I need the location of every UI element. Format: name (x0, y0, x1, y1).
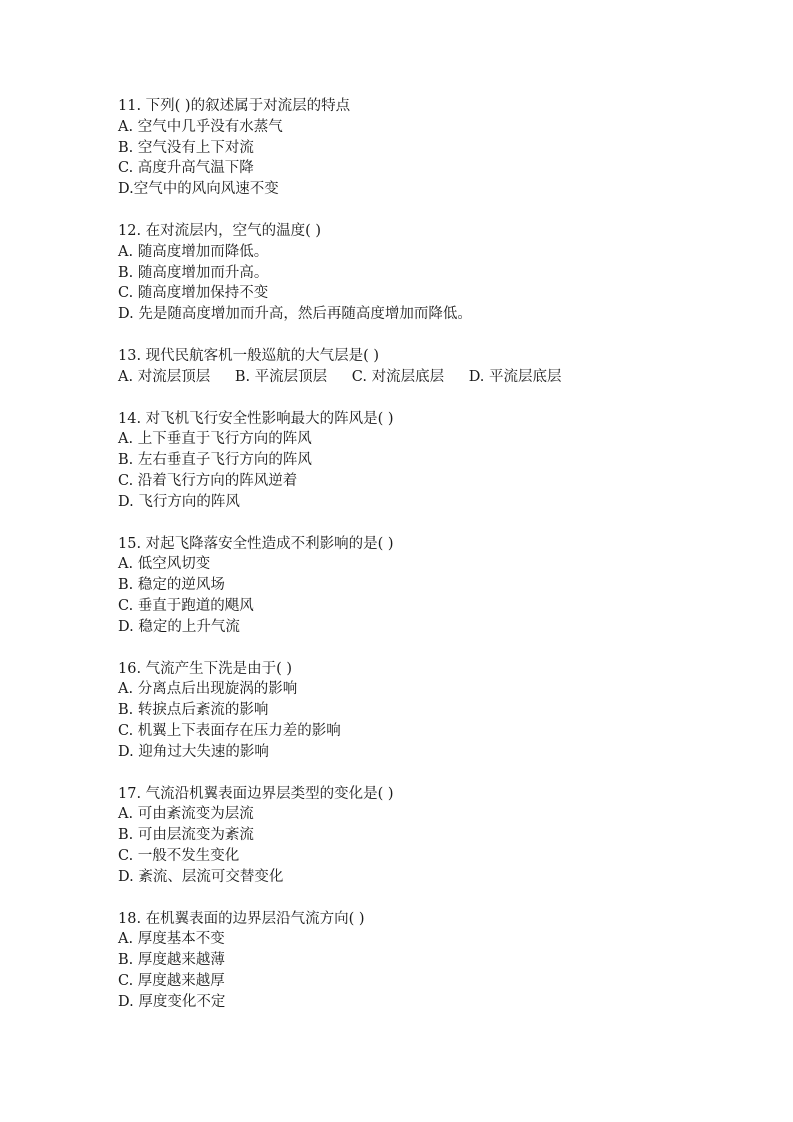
question-17 (118, 784, 738, 888)
option-a: A. 低空风切变 (118, 556, 211, 573)
question-stem: 18. 在机翼表面的边界层沿气流方向( ) (118, 910, 365, 927)
question-stem: 17. 气流沿机翼表面边界层类型的变化是( ) (118, 785, 394, 802)
question-16 (118, 659, 738, 763)
question-18 (118, 909, 738, 1013)
question-12 (118, 221, 738, 325)
question-stem: 11. 下列( )的叙述属于对流层的特点 (118, 98, 351, 114)
question-14 (118, 409, 738, 513)
question-15 (118, 534, 738, 638)
question-stem: 16. 气流产生下洗是由于( ) (118, 660, 293, 677)
question-stem: 12. 在对流层内，空气的温度( ) (118, 222, 322, 239)
question-13 (118, 346, 738, 388)
option-a: A. 厚度基本不变 (118, 931, 225, 948)
option-a: A. 可由紊流变为层流 (118, 806, 254, 823)
question-stem: 15. 对起飞降落安全性造成不利影响的是( ) (118, 535, 394, 552)
option-b: B. 可由层流变为紊流 (118, 827, 254, 844)
option-a: A. 对流层顶层 (118, 368, 211, 385)
option-b: B. 稳定的逆风场 (118, 577, 225, 594)
option-a: A. 随高度增加而降低。 (118, 243, 269, 260)
option-c: C. 垂直于跑道的飓风 (118, 597, 254, 614)
option-c: C. 厚度越来越厚 (118, 972, 225, 989)
option-a: A. 分离点后出现旋涡的影响 (118, 681, 298, 698)
option-c: C. 对流层底层 (351, 368, 445, 385)
option-d: D. 平流层底层 (468, 368, 562, 385)
document-page (118, 96, 738, 1033)
option-d: D. 先是随高度增加而升高，然后再随高度增加而降低。 (118, 306, 472, 323)
option-d: D. 迎角过大失速的影响 (118, 743, 269, 760)
question-stem: 13. 现代民航客机一般巡航的大气层是( ) (118, 347, 380, 364)
option-b: B. 转捩点后紊流的影响 (118, 702, 269, 719)
option-c: C. 机翼上下表面存在压力差的影响 (118, 722, 341, 739)
option-d: D. 稳定的上升气流 (118, 618, 240, 635)
option-a: A. 空气中几乎没有水蒸气 (118, 118, 283, 135)
options-row (118, 367, 738, 388)
question-11 (118, 96, 738, 200)
option-d: D. 紊流、层流可交替变化 (118, 868, 284, 885)
option-d: D. 厚度变化不定 (118, 993, 226, 1010)
option-b: B. 空气没有上下对流 (118, 139, 254, 156)
option-b: B. 左右垂直子飞行方向的阵风 (118, 452, 312, 469)
option-c: C. 沿着飞行方向的阵风逆着 (118, 472, 298, 489)
option-c: C. 一般不发生变化 (118, 847, 240, 864)
option-a: A. 上下垂直于飞行方向的阵风 (118, 431, 312, 448)
option-d: D.空气中的风向风速不变 (118, 181, 279, 198)
option-b: B. 平流层顶层 (234, 368, 328, 385)
option-b: B. 厚度越来越薄 (118, 952, 225, 969)
option-c: C. 随高度增加保持不变 (118, 285, 269, 302)
option-b: B. 随高度增加而升高。 (118, 264, 269, 281)
question-stem: 14. 对飞机飞行安全性影响最大的阵风是( ) (118, 410, 394, 427)
option-d: D. 飞行方向的阵风 (118, 493, 240, 510)
option-c: C. 高度升高气温下降 (118, 160, 254, 177)
